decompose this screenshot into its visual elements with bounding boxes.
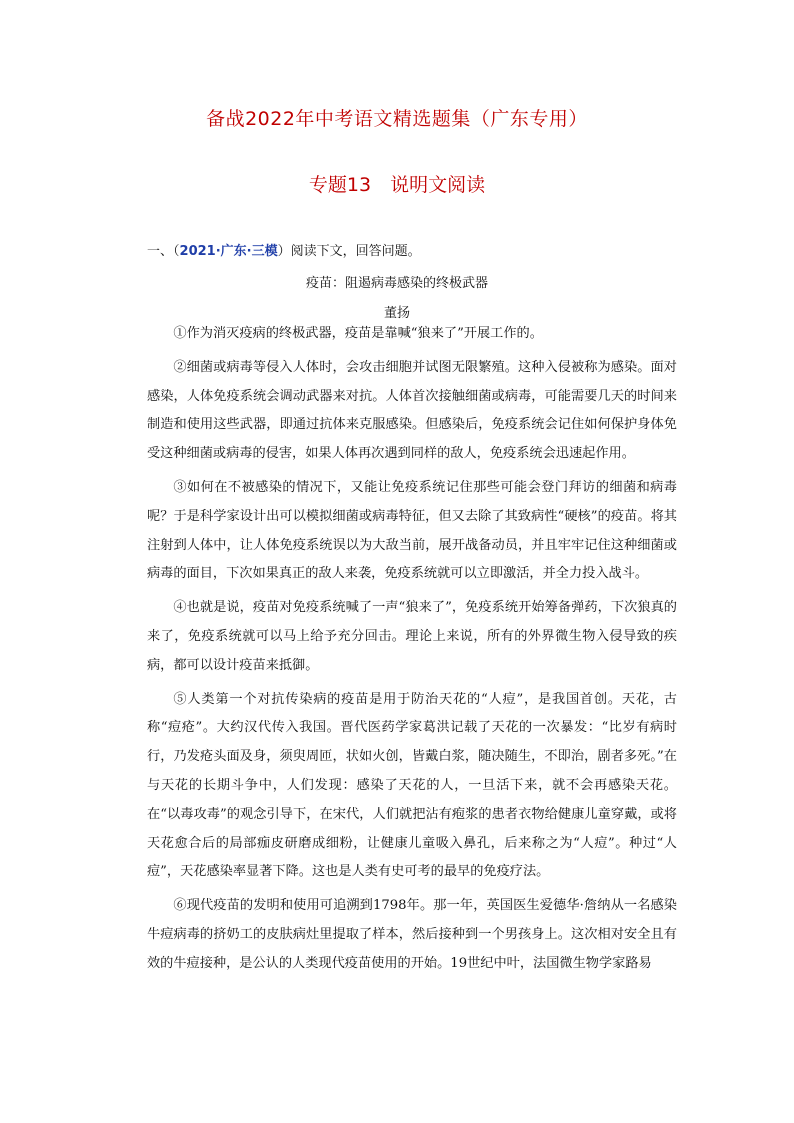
paragraph-5: ⑤人类第一个对抗传染病的疫苗是用于防治天花的“人痘”，是我国首创。天花，古称“痘疮”。大约汉代传入我国。晋代医药学家葛洪记载了天花的一次暴发：“比岁有病时行，乃发疮头面及身，须臾周匝，状如火创，皆戴白浆，随决随生，不即治，剧者多死。”在与天花的长期斗争中，人们发现：感染了天花的人，一旦活下来，就不会再感染天花。在“以毒攻毒”的观念引导下，在宋代，人们就把沾有疱浆的患者衣物给健康儿童穿戴，或将天花愈合后的局部痂皮研磨成细粉，让健康儿童吸入鼻孔，后来称之为“人痘”。种过“人痘”，天花感染率显著下降。这也是人类有史可考的最早的免疫疗法。 (147, 691, 677, 880)
topic-subtitle: 专题13 说明文阅读 (308, 174, 486, 196)
source-open-paren: （ (173, 244, 180, 259)
paragraph-6: ⑥现代疫苗的发明和使用可追溯到1798年。那一年，英国医生爱德华·詹纳从一名感染牛痘病毒的挤奶工的皮肤病灶里提取了样本，然后接种到一个男孩身上。这次相对安全且有效的牛痘接种，是公认的人类现代疫苗使用的开始。19世纪中叶，法国微生物学家路易 (147, 898, 677, 971)
article-title: 疫苗：阻遏病毒感染的终极武器 (305, 276, 488, 291)
article-author: 董扬 (383, 306, 410, 321)
paragraph-4: ④也就是说，疫苗对免疫系统喊了一声“狼来了”，免疫系统开始筹备弹药，下次狼真的来了，免疫系统就可以马上给予充分回击。理论上来说，所有的外界微生物入侵导致的疾病，都可以设计疫苗来抵御。 (147, 600, 677, 673)
source-close-paren: ） (277, 244, 291, 259)
question-header (147, 240, 421, 259)
paragraph-2: ②细菌或病毒等侵入人体时，会攻击细胞并试图无限繁殖。这种入侵被称为感染。面对感染，人体免疫系统会调动武器来对抗。人体首次接触细菌或病毒，可能需要几天的时间来制造和使用这些武器，即通过抗体来克服感染。但感染后，免疫系统会记住如何保护身体免受这种细菌或病毒的侵害，如果人体再次遇到同样的敌人，免疫系统会迅速起作用。 (147, 359, 677, 462)
question-instruction: 阅读下文，回答问题。 (290, 244, 421, 259)
question-number: 一、 (147, 244, 174, 259)
document-title: 备战2022年中考语文精选题集（广东专用） (206, 108, 588, 130)
paragraph-3: ③如何在不被感染的情况下，又能让免疫系统记住那些可能会登门拜访的细菌和病毒呢？于是科学家设计出可以模拟细菌或病毒特征，但又去除了其致病性“硬核”的疫苗。将其注射到人体中，让人体免疫系统误以为大敌当前，展开战备动员，并且牢牢记住这种细菌或病毒的面目，下次如果真正的敌人来袭，免疫系统就可以立即激活，并全力投入战斗。 (147, 479, 677, 582)
article-body (147, 320, 677, 979)
question-source: 2021·广东·三模 (179, 244, 278, 259)
paragraph-1: ①作为消灭疫病的终极武器，疫苗是靠喊“狼来了”开展工作的。 (173, 326, 543, 341)
